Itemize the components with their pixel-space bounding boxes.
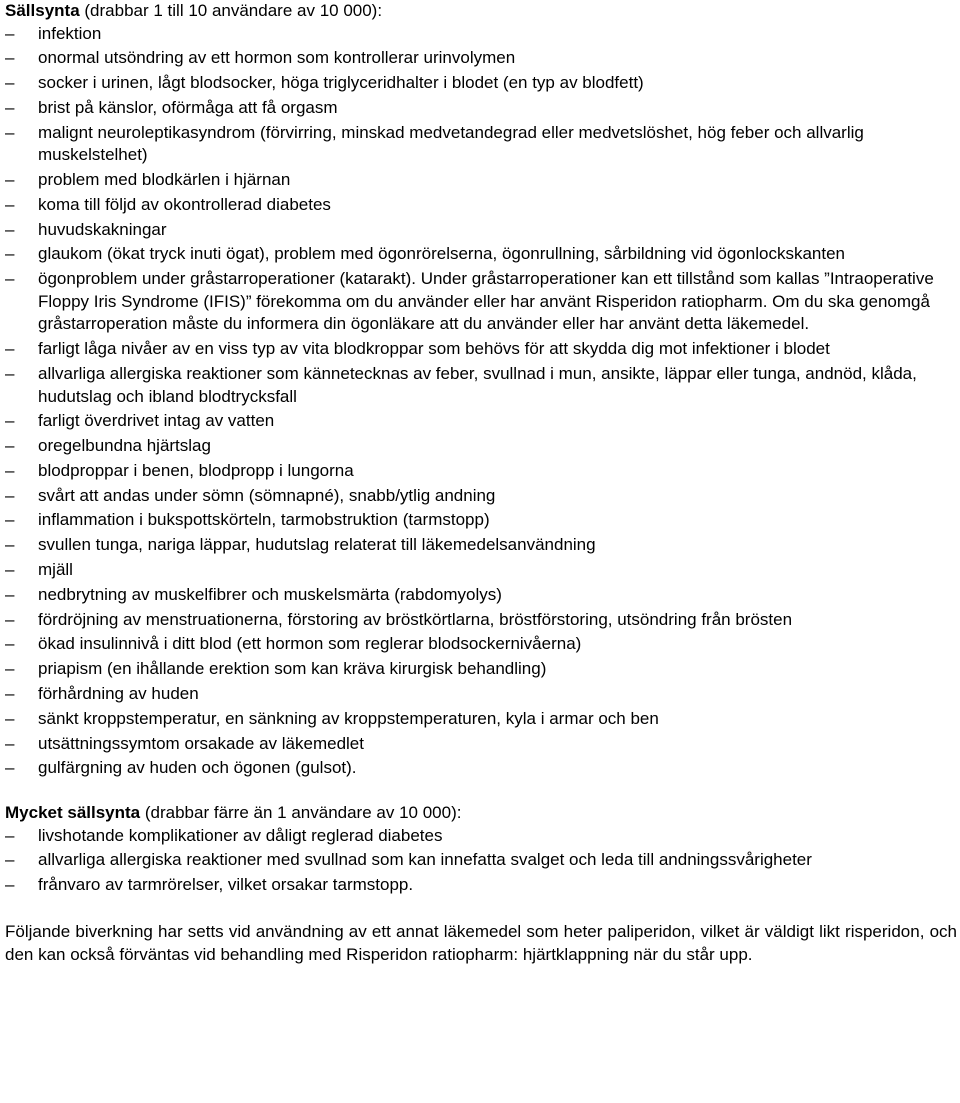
dash-icon: – [5,219,15,239]
list-item [5,534,957,557]
footer-paragraph: Följande biverkning har setts vid användning av ett annat läkemedel som heter paliperidon, vilket är väldigt likt risperidon, och den kan också förväntas vid behandling med Risperidon ratiopharm: hjärtklappning när du står upp. [5,922,957,964]
dash-icon: – [5,97,15,117]
dash-icon: – [5,48,15,68]
section-very-rare-heading [5,802,957,825]
dash-icon: – [5,339,15,359]
list-item-text: farligt överdrivet intag av vatten [38,411,275,431]
list-item [5,683,957,706]
section-rare-title: Sällsynta [5,1,80,20]
list-item-text: fördröjning av menstruationerna, förstoring av bröstkörtlarna, bröstförstoring, utsöndring från brösten [38,609,793,629]
section-very-rare-list [5,825,957,897]
dash-icon: – [5,758,15,778]
list-item [5,410,957,433]
list-item [5,194,957,217]
list-item-text: svullen tunga, nariga läppar, hudutslag relaterat till läkemedelsanvändning [38,535,596,555]
dash-icon: – [5,122,15,142]
list-item [5,435,957,458]
list-item-text: priapism (en ihållande erektion som kan kräva kirurgisk behandling) [38,659,547,679]
dash-icon: – [5,850,15,870]
list-item [5,219,957,242]
list-item [5,757,957,780]
list-item-text: gulfärgning av huden och ögonen (gulsot). [38,758,357,778]
list-item-text: glaukom (ökat tryck inuti ögat), problem med ögonrörelserna, ögonrullning, sårbildning vid ögonlockskanten [38,244,846,264]
dash-icon: – [5,244,15,264]
dash-icon: – [5,194,15,214]
dash-icon: – [5,411,15,431]
list-item-text: problem med blodkärlen i hjärnan [38,170,291,190]
list-item-text: onormal utsöndring av ett hormon som kontrollerar urinvolymen [38,48,516,68]
list-item [5,584,957,607]
list-item [5,23,957,46]
section-rare-heading [5,0,957,23]
list-item [5,633,957,656]
list-item-text: infektion [38,23,102,43]
list-item-text: koma till följd av okontrollerad diabetes [38,194,331,214]
dash-icon: – [5,683,15,703]
document [5,0,957,966]
section-very-rare-subtitle: (drabbar färre än 1 användare av 10 000): [140,803,462,823]
dash-icon: – [5,363,15,383]
list-item-text: nedbrytning av muskelfibrer och muskelsmärta (rabdomyolys) [38,584,502,604]
dash-icon: – [5,23,15,43]
list-item-text: mjäll [38,560,73,580]
list-item [5,363,957,408]
dash-icon: – [5,170,15,190]
dash-icon: – [5,485,15,505]
list-item [5,169,957,192]
list-item-text: brist på känslor, oförmåga att få orgasm [38,97,338,117]
list-item-text: inflammation i bukspottskörteln, tarmobstruktion (tarmstopp) [38,510,490,530]
list-item [5,97,957,120]
dash-icon: – [5,510,15,530]
section-spacer [5,782,957,802]
dash-icon: – [5,535,15,555]
list-item-text: ögonproblem under gråstarroperationer (katarakt). Under gråstarroperationer kan ett tillstånd som kallas ”Intraoperative Floppy Iris Syndrome (IFIS)” förekomma om du använder eller har använt Risperidon ratiopharm. Om du ska genomgå gråstarroperation måste du informera din ögonläkare att du använder eller har använt detta läkemedel. [38,269,934,334]
list-item [5,874,957,897]
list-item [5,849,957,872]
list-item [5,658,957,681]
dash-icon: – [5,73,15,93]
dash-icon: – [5,825,15,845]
list-item [5,609,957,632]
section-very-rare-title: Mycket sällsynta [5,803,141,823]
list-item-text: livshotande komplikationer av dåligt reglerad diabetes [38,825,443,845]
list-item-text: huvudskakningar [38,219,167,239]
list-item [5,122,957,167]
list-item [5,338,957,361]
list-item [5,243,957,266]
list-item [5,509,957,532]
section-rare-list [5,23,957,780]
list-item-text: oregelbundna hjärtslag [38,436,211,456]
dash-icon: – [5,609,15,629]
list-item-text: sänkt kroppstemperatur, en sänkning av kroppstemperaturen, kyla i armar och ben [38,708,659,728]
list-item-text: utsättningssymtom orsakade av läkemedlet [38,733,364,753]
section-rare-subtitle: (drabbar 1 till 10 användare av 10 000): [79,1,383,20]
list-item [5,485,957,508]
dash-icon: – [5,733,15,753]
list-item-text: blodproppar i benen, blodpropp i lungorna [38,460,354,480]
list-item-text: malignt neuroleptikasyndrom (förvirring, minskad medvetandegrad eller medvetslöshet, hög feber och allvarlig muskelstelhet) [38,122,864,165]
dash-icon: – [5,584,15,604]
list-item [5,268,957,336]
section-spacer [5,899,957,921]
dash-icon: – [5,659,15,679]
dash-icon: – [5,460,15,480]
list-item-text: socker i urinen, lågt blodsocker, höga triglyceridhalter i blodet (en typ av blodfett) [38,73,644,93]
dash-icon: – [5,269,15,289]
list-item-text: frånvaro av tarmrörelser, vilket orsakar tarmstopp. [38,875,414,895]
list-item [5,559,957,582]
list-item-text: ökad insulinnivå i ditt blod (ett hormon som reglerar blodsockernivåerna) [38,634,582,654]
dash-icon: – [5,708,15,728]
list-item-text: förhårdning av huden [38,683,199,703]
list-item-text: svårt att andas under sömn (sömnapné), snabb/ytlig andning [38,485,496,505]
dash-icon: – [5,560,15,580]
list-item [5,708,957,731]
list-item-text: allvarliga allergiska reaktioner med svullnad som kan innefatta svalget och leda till andningssvårigheter [38,850,812,870]
dash-icon: – [5,634,15,654]
list-item-text: allvarliga allergiska reaktioner som kännetecknas av feber, svullnad i mun, ansikte, läppar eller tunga, andnöd, klåda, hudutslag och ibland blodtrycksfall [38,363,917,406]
list-item [5,72,957,95]
list-item [5,460,957,483]
list-item [5,47,957,70]
dash-icon: – [5,436,15,456]
list-item [5,825,957,848]
dash-icon: – [5,875,15,895]
list-item-text: farligt låga nivåer av en viss typ av vita blodkroppar som behövs för att skydda dig mot infektioner i blodet [38,339,830,359]
list-item [5,733,957,756]
